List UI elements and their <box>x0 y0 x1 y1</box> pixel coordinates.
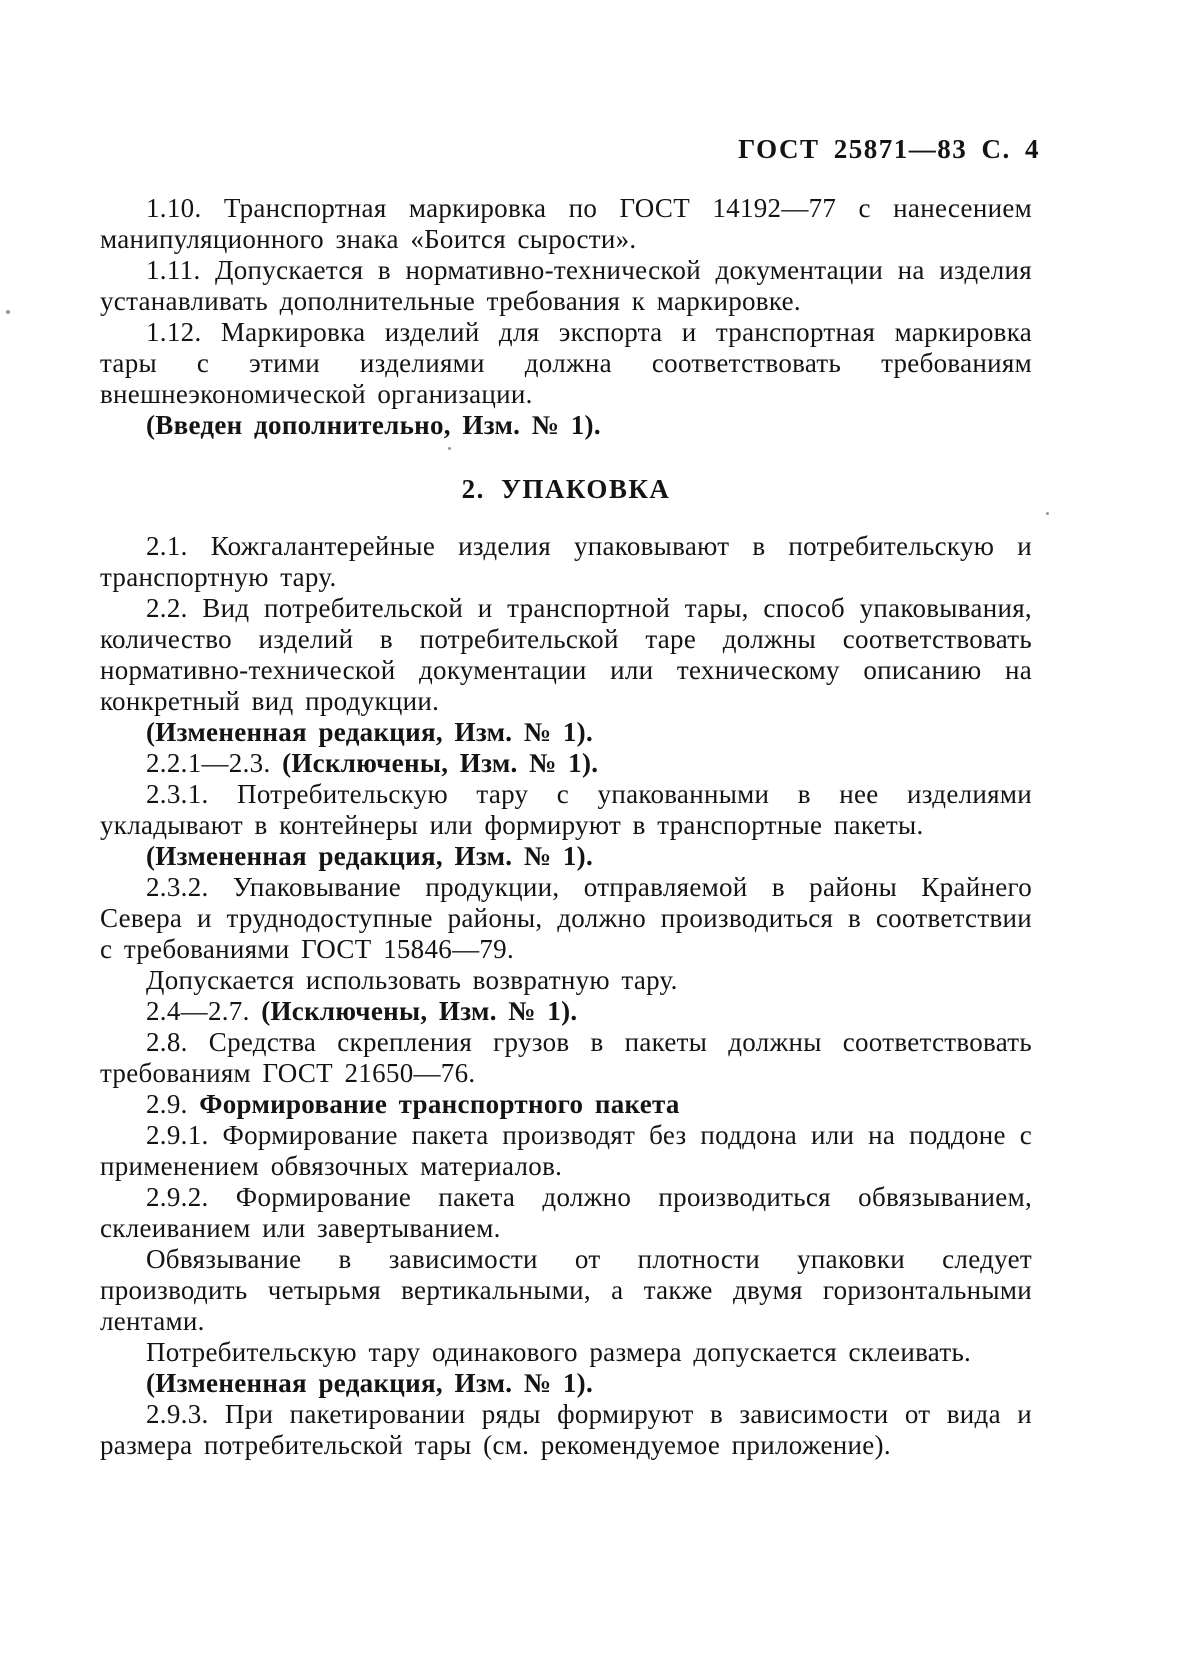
paragraph <box>100 193 1032 255</box>
paragraph <box>100 1120 1032 1182</box>
text-run: 2. УПАКОВКА <box>461 474 671 504</box>
text-run: 1.11. Допускается в нормативно-технической документации на изделия устанавливать дополнительные требования к маркировке. <box>100 255 1032 316</box>
text-run: (Исключены, Изм. № 1). <box>282 748 599 778</box>
paragraph <box>100 841 1032 872</box>
paragraph <box>100 872 1032 965</box>
paragraph <box>100 1089 1032 1120</box>
paragraph <box>100 779 1032 841</box>
paragraph <box>100 965 1032 996</box>
text-run: 2.1. Кожгалантерейные изделия упаковывают в потребительскую и транспортную тару. <box>100 531 1032 592</box>
paragraph <box>100 255 1032 317</box>
paragraph <box>100 1337 1032 1368</box>
text-run: 2.9. <box>146 1089 200 1119</box>
text-run: 2.3.1. Потребительскую тару с упакованными в нее изделиями укладывают в контейнеры или формируют в транспортные пакеты. <box>100 779 1032 840</box>
paragraph <box>100 1182 1032 1244</box>
paragraph <box>100 410 1032 441</box>
paragraph <box>100 717 1032 748</box>
paragraph <box>100 1244 1032 1337</box>
text-run: 1.12. Маркировка изделий для экспорта и транспортная маркировка тары с этими изделиями должна соответствовать требованиям внешнеэкономической организации. <box>100 317 1032 409</box>
paragraph <box>100 1027 1032 1089</box>
text-run: 2.4—2.7. <box>146 996 262 1026</box>
text-run: 2.9.1. Формирование пакета производят без поддона или на поддоне с применением обвязочных материалов. <box>100 1120 1032 1181</box>
text-run: Формирование транспортного пакета <box>199 1089 680 1119</box>
text-run: (Исключены, Изм. № 1). <box>261 996 578 1026</box>
scan-speck <box>1046 512 1049 515</box>
text-run: 1.10. Транспортная маркировка по ГОСТ 14192—77 с нанесением манипуляционного знака «Боится сырости». <box>100 193 1032 254</box>
section-heading <box>100 474 1032 505</box>
paragraph <box>100 1399 1032 1461</box>
text-run: (Измененная редакция, Изм. № 1). <box>146 841 594 871</box>
text-run: 2.2.1—2.3. <box>146 748 283 778</box>
text-run: 2.8. Средства скрепления грузов в пакеты должны соответствовать требованиям ГОСТ 21650—76. <box>100 1027 1032 1088</box>
text-run: Обвязывание в зависимости от плотности упаковки следует производить четырьмя вертикальными, а также двумя горизонтальными лентами. <box>100 1244 1032 1336</box>
paragraph <box>100 531 1032 593</box>
text-run: Потребительскую тару одинакового размера допускается склеивать. <box>146 1337 972 1367</box>
scan-speck <box>6 310 10 314</box>
text-run: Допускается использовать возвратную тару. <box>146 965 678 995</box>
paragraph <box>100 317 1032 410</box>
paragraph <box>100 996 1032 1027</box>
text-run: 2.2. Вид потребительской и транспортной тары, способ упаковывания, количество изделий в потребительской таре должны соответствовать нормативно-технической документации или техническому описанию на конкретный вид продукции. <box>100 593 1032 716</box>
document-body <box>100 193 1032 1461</box>
text-run: (Измененная редакция, Изм. № 1). <box>146 717 594 747</box>
paragraph <box>100 1368 1032 1399</box>
text-run: 2.9.2. Формирование пакета должно производиться обвязыванием, склеиванием или завертыванием. <box>100 1182 1032 1243</box>
page-header-standard-number: ГОСТ 25871—83 С. 4 <box>738 134 1040 164</box>
paragraph <box>100 748 1032 779</box>
scan-speck <box>448 447 451 450</box>
paragraph <box>100 593 1032 717</box>
text-run: 2.3.2. Упаковывание продукции, отправляемой в районы Крайнего Севера и труднодоступные районы, должно производиться в соответствии с требованиями ГОСТ 15846—79. <box>100 872 1032 964</box>
text-run: (Введен дополнительно, Изм. № 1). <box>146 410 601 440</box>
text-run: (Измененная редакция, Изм. № 1). <box>146 1368 594 1398</box>
text-run: 2.9.3. При пакетировании ряды формируют в зависимости от вида и размера потребительской тары (см. рекомендуемое приложение). <box>100 1399 1032 1460</box>
